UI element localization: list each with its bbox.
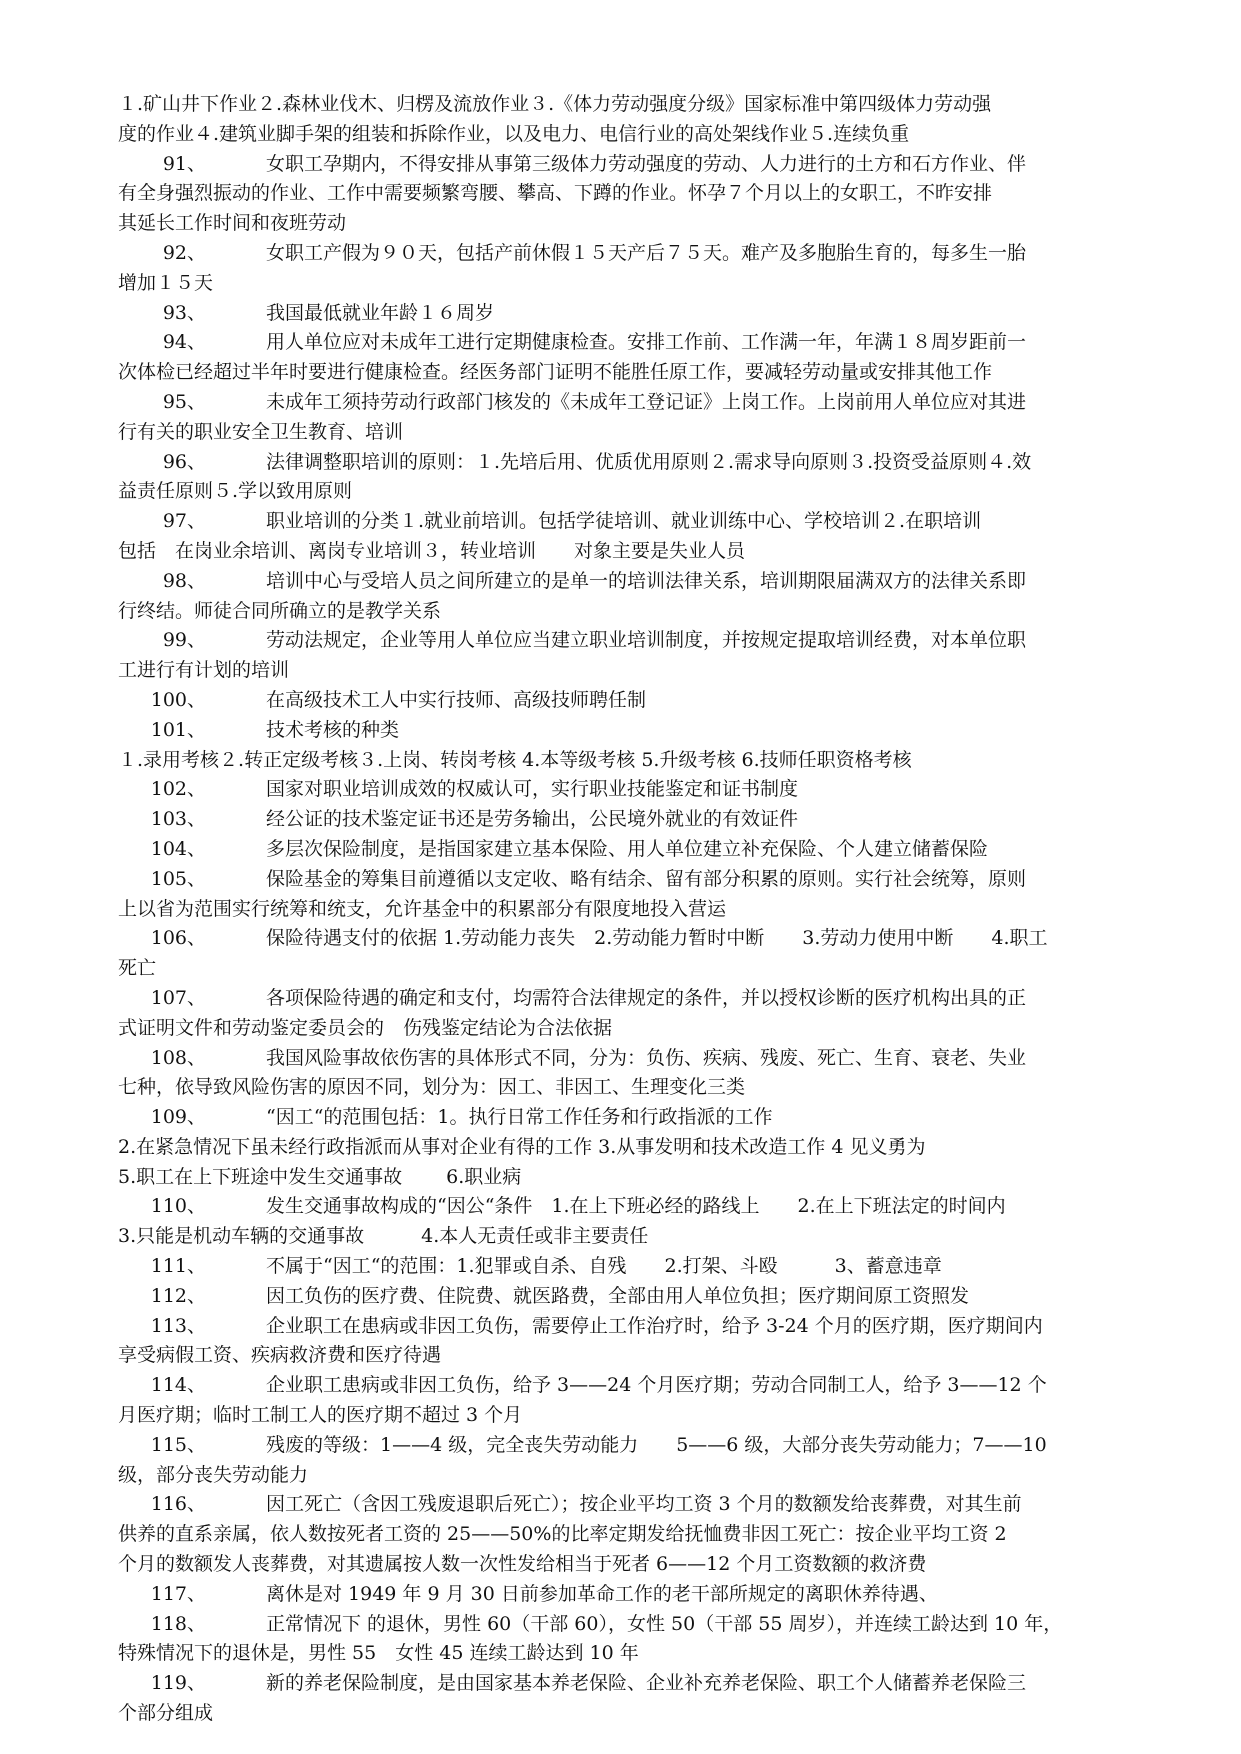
continuation-line (118, 1550, 1121, 1580)
numbered-paragraph-line (118, 239, 1121, 269)
item-text: 职业培训的分类１.就业前培训。包括学徒培训、就业训练中心、学校培训２.在职培训 (266, 510, 982, 533)
line-text: 享受病假工资、疾病救济费和医疗待遇 (118, 1344, 442, 1367)
numbered-paragraph-line (118, 865, 1121, 895)
line-text: 2.在紧急情况下虽未经行政指派而从事对企业有得的工作 3.从事发明和技术改造工作 4 见义勇为 (118, 1135, 926, 1158)
item-number: 110、 (150, 1195, 206, 1218)
item-number: 112、 (150, 1284, 206, 1307)
continuation-line (118, 746, 1121, 776)
numbered-paragraph-line (118, 924, 1121, 954)
line-text: 月医疗期；临时工制工人的医疗期不超过 3 个月 (118, 1404, 523, 1427)
item-number: 109、 (150, 1106, 206, 1129)
continuation-line (118, 1133, 1121, 1163)
item-text: 我国最低就业年龄１６周岁 (266, 301, 495, 324)
item-text: 新的养老保险制度，是由国家基本养老保险、企业补充养老保险、职工个人储蓄养老保险三 (266, 1672, 1027, 1695)
item-text: 用人单位应对未成年工进行定期健康检查。安排工作前、工作满一年，年满１８周岁距前一 (266, 331, 1027, 354)
item-number: 105、 (150, 867, 206, 890)
continuation-line (118, 269, 1121, 299)
item-number: 114、 (150, 1374, 206, 1397)
item-text: 劳动法规定，企业等用人单位应当建立职业培训制度，并按规定提取培训经费，对本单位职 (266, 629, 1027, 652)
continuation-line (118, 179, 1121, 209)
item-text: 不属于“因工“的范围：1.犯罪或自杀、自残 2.打架、斗殴 3、蓄意违章 (266, 1255, 942, 1278)
line-text: 度的作业４.建筑业脚手架的组装和拆除作业，以及电力、电信行业的高处架线作业５.连续负重 (118, 122, 910, 145)
numbered-paragraph-line (118, 299, 1121, 329)
item-text: 法律调整职培训的原则：１.先培后用、优质优用原则２.需求导向原则３.投资受益原则４.效 (266, 450, 1032, 473)
line-text: 3.只能是机动车辆的交通事故 4.本人无责任或非主要责任 (118, 1225, 649, 1248)
line-text: 有全身强烈振动的作业、工作中需要频繁弯腰、攀高、下蹲的作业。怀孕７个月以上的女职工，不昨安排 (118, 182, 993, 205)
line-text: 死亡 (118, 957, 157, 980)
item-text: 在高级技术工人中实行技师、高级技师聘任制 (266, 688, 647, 711)
item-text: 发生交通事故构成的“因公“条件 1.在上下班必经的路线上 2.在上下班法定的时间内 (266, 1195, 1006, 1218)
line-text: 式证明文件和劳动鉴定委员会的 伤残鉴定结论为合法依据 (118, 1016, 613, 1039)
numbered-paragraph-line (118, 626, 1121, 656)
line-text: 级，部分丧失劳动能力 (118, 1463, 309, 1486)
numbered-paragraph-line (118, 1312, 1121, 1342)
item-number: 107、 (150, 986, 206, 1009)
item-text: 培训中心与受培人员之间所建立的是单一的培训法律关系，培训期限届满双方的法律关系即 (266, 569, 1027, 592)
line-text: １.矿山井下作业２.森林业伐木、归楞及流放作业３.《体力劳动强度分级》国家标准中第四级体力劳动强 (118, 93, 992, 115)
line-text: 增加１５天 (118, 271, 214, 294)
item-text: 正常情况下 的退休，男性 60（干部 60），女性 50（干部 55 周岁），并连续工龄达到 10 年， (266, 1612, 1063, 1635)
line-text: 益责任原则５.学以致用原则 (118, 480, 353, 503)
continuation-line (118, 1163, 1121, 1193)
item-number: 99、 (162, 629, 206, 652)
item-text: 企业职工患病或非因工负伤，给予 3——24 个月医疗期；劳动合同制工人，给予 3——12 个 (266, 1374, 1047, 1397)
line-text: 七种，依导致风险伤害的原因不同，划分为：因工、非因工、生理变化三类 (118, 1076, 746, 1099)
numbered-paragraph-line (118, 448, 1121, 478)
continuation-line (118, 954, 1121, 984)
numbered-paragraph-line (118, 1371, 1121, 1401)
continuation-line (118, 358, 1121, 388)
line-text: 行终结。师徒合同所确立的是教学关系 (118, 599, 442, 622)
numbered-paragraph-line (118, 1490, 1121, 1520)
item-number: 101、 (150, 718, 206, 741)
line-text: 行有关的职业安全卫生教育、培训 (118, 420, 404, 443)
numbered-paragraph-line (118, 1252, 1121, 1282)
numbered-paragraph-line (118, 984, 1121, 1014)
item-number: 103、 (150, 808, 206, 831)
continuation-line (118, 1341, 1121, 1371)
item-number: 93、 (162, 301, 206, 324)
item-number: 98、 (162, 569, 206, 592)
continuation-line (118, 597, 1121, 627)
item-text: 离休是对 1949 年 9 月 30 日前参加革命工作的老干部所规定的离职休养待遇、 (266, 1582, 938, 1605)
numbered-paragraph-line (118, 1192, 1121, 1222)
numbered-paragraph-line (118, 1610, 1121, 1640)
numbered-paragraph-line (118, 1282, 1121, 1312)
continuation-line (118, 418, 1121, 448)
item-number: 102、 (150, 778, 206, 801)
item-text: 技术考核的种类 (266, 718, 400, 741)
item-number: 115、 (150, 1433, 206, 1456)
line-text: 上以省为范围实行统筹和统支，允许基金中的积累部分有限度地投入营运 (118, 897, 727, 920)
item-number: 119、 (150, 1672, 206, 1695)
item-text: 保险基金的筹集目前遵循以支定收、略有结余、留有部分积累的原则。实行社会统筹，原则 (266, 867, 1027, 890)
continuation-line (118, 1222, 1121, 1252)
line-text: 个月的数额发人丧葬费，对其遗属按人数一次性发给相当于死者 6——12 个月工资数额的救济费 (118, 1553, 927, 1576)
numbered-paragraph-line (118, 567, 1121, 597)
item-text: 各项保险待遇的确定和支付，均需符合法律规定的条件，并以授权诊断的医疗机构出具的正 (266, 986, 1027, 1009)
line-text: 特殊情况下的退休是，男性 55 女性 45 连续工龄达到 10 年 (118, 1642, 639, 1665)
continuation-line (118, 1401, 1121, 1431)
continuation-line (118, 209, 1121, 239)
item-text: 保险待遇支付的依据 1.劳动能力丧失 2.劳动能力暂时中断 3.劳动力使用中断 4.职工 (266, 927, 1048, 950)
item-number: 94、 (162, 331, 206, 354)
item-text: 女职工产假为９０天，包括产前休假１５天产后７５天。难产及多胞胎生育的，每多生一胎 (266, 241, 1027, 264)
item-number: 113、 (150, 1314, 206, 1337)
item-text: “因工“的范围包括：1。执行日常工作任务和行政指派的工作 (266, 1106, 773, 1129)
numbered-paragraph-line (118, 775, 1121, 805)
line-text: 个部分组成 (118, 1702, 214, 1725)
item-number: 97、 (162, 510, 206, 533)
item-text: 多层次保险制度，是指国家建立基本保险、用人单位建立补充保险、个人建立储蓄保险 (266, 837, 989, 860)
item-number: 95、 (162, 390, 206, 413)
line-text: 供养的直系亲属，依人数按死者工资的 25——50%的比率定期发给抚恤费非因工死亡：按企业平均工资 2 (118, 1523, 1007, 1546)
numbered-paragraph-line (118, 150, 1121, 180)
line-text: 包括 在岗业余培训、离岗专业培训３，转业培训 对象主要是失业人员 (118, 539, 746, 562)
item-number: 108、 (150, 1046, 206, 1069)
continuation-line (118, 1699, 1121, 1729)
item-number: 106、 (150, 927, 206, 950)
numbered-paragraph-line (118, 507, 1121, 537)
item-text: 企业职工在患病或非因工负伤，需要停止工作治疗时，给予 3-24 个月的医疗期，医疗期间内 (266, 1314, 1043, 1337)
numbered-paragraph-line (118, 1431, 1121, 1461)
continuation-line (118, 477, 1121, 507)
continuation-line (118, 1639, 1121, 1669)
numbered-paragraph-line (118, 1669, 1121, 1699)
numbered-paragraph-line (118, 1103, 1121, 1133)
item-number: 91、 (162, 152, 206, 175)
line-text: 其延长工作时间和夜班劳动 (118, 212, 347, 235)
item-number: 117、 (150, 1582, 206, 1605)
continuation-line (118, 1520, 1121, 1550)
continuation-line (118, 1461, 1121, 1491)
numbered-paragraph-line (118, 686, 1121, 716)
line-text: 5.职工在上下班途中发生交通事故 6.职业病 (118, 1165, 522, 1188)
numbered-paragraph-line (118, 388, 1121, 418)
item-text: 残废的等级：1——4 级，完全丧失劳动能力 5——6 级，大部分丧失劳动能力；7——10 (266, 1433, 1047, 1456)
continuation-line (118, 537, 1121, 567)
item-text: 因工死亡（含因工残废退职后死亡）；按企业平均工资 3 个月的数额发给丧葬费，对其生前 (266, 1493, 1022, 1516)
item-number: 96、 (162, 450, 206, 473)
item-text: 女职工孕期内，不得安排从事第三级体力劳动强度的劳动、人力进行的土方和石方作业、伴 (266, 152, 1027, 175)
continuation-line (118, 120, 1121, 150)
continuation-line (118, 895, 1121, 925)
continuation-line (118, 1014, 1121, 1044)
continuation-line (118, 1073, 1121, 1103)
item-number: 111、 (150, 1255, 206, 1278)
line-text: 工进行有计划的培训 (118, 659, 290, 682)
item-number: 92、 (162, 241, 206, 264)
item-number: 116、 (150, 1493, 206, 1516)
item-text: 因工负伤的医疗费、住院费、就医路费，全部由用人单位负担；医疗期间原工资照发 (266, 1284, 970, 1307)
continuation-line (118, 90, 1121, 120)
numbered-paragraph-line (118, 328, 1121, 358)
continuation-line (118, 656, 1121, 686)
line-text: 次体检已经超过半年时要进行健康检查。经医务部门证明不能胜任原工作，要减轻劳动量或安排其他工作 (118, 361, 993, 384)
item-text: 国家对职业培训成效的权威认可，实行职业技能鉴定和证书制度 (266, 778, 799, 801)
item-text: 经公证的技术鉴定证书还是劳务输出，公民境外就业的有效证件 (266, 808, 799, 831)
numbered-paragraph-line (118, 835, 1121, 865)
item-text: 我国风险事故依伤害的具体形式不同，分为：负伤、疾病、残废、死亡、生育、衰老、失业 (266, 1046, 1027, 1069)
item-number: 100、 (150, 688, 206, 711)
item-number: 104、 (150, 837, 206, 860)
line-text: １.录用考核２.转正定级考核３.上岗、转岗考核 4.本等级考核 5.升级考核 6.技师任职资格考核 (118, 748, 912, 771)
item-text: 未成年工须持劳动行政部门核发的《未成年工登记证》上岗工作。上岗前用人单位应对其进 (266, 390, 1027, 413)
numbered-paragraph-line (118, 716, 1121, 746)
numbered-paragraph-line (118, 1044, 1121, 1074)
item-number: 118、 (150, 1612, 206, 1635)
numbered-paragraph-line (118, 1580, 1121, 1610)
numbered-paragraph-line (118, 805, 1121, 835)
